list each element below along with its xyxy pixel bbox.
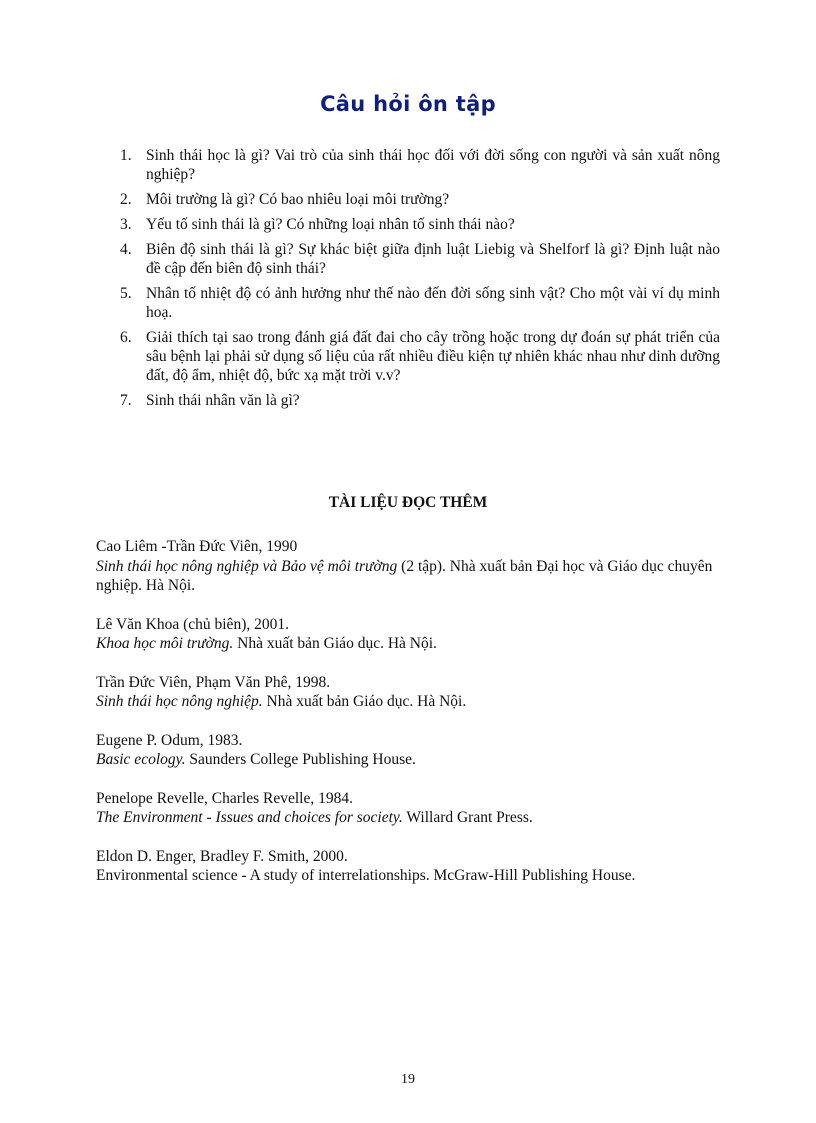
question-text: Môi trường là gì? Có bao nhiêu loại môi trường?: [146, 191, 450, 208]
review-questions-list: [120, 146, 720, 416]
reference-title: Khoa học môi trường.: [96, 635, 234, 652]
reference-title: Basic ecology.: [96, 751, 186, 768]
reference-entry: [96, 537, 726, 596]
reference-authors: Lê Văn Khoa (chủ biên), 2001.: [96, 615, 289, 633]
question-text: Sinh thái học là gì? Vai trò của sinh thái học đối với đời sống con người và sản xuất nông nghiệp?: [146, 147, 720, 183]
question-text: Biên độ sinh thái là gì? Sự khác biệt giữa định luật Liebig và Shelforf là gì? Định luật nào đề cập đến biên độ sinh thái?: [146, 241, 720, 277]
question-number: 3.: [120, 216, 132, 233]
question-number: 2.: [120, 191, 132, 208]
further-reading-title: TÀI LIỆU ĐỌC THÊM: [328, 494, 488, 511]
question-item: [120, 240, 720, 278]
question-text: Nhân tố nhiệt độ có ảnh hưởng như thế nào đến đời sống sinh vật? Cho một vài ví dụ minh hoạ.: [146, 285, 720, 321]
question-item: [120, 190, 720, 209]
references-list: [96, 537, 726, 905]
question-number: 6.: [120, 329, 132, 346]
reference-publisher: (2 tập). Nhà xuất bản Đại học và Giáo dục chuyên nghiệp. Hà Nội.: [96, 557, 713, 594]
question-item: [120, 284, 720, 322]
reference-publisher: Environmental science - A study of interrelationships. McGraw-Hill Publishing House.: [96, 867, 636, 884]
reference-publisher: Nhà xuất bản Giáo dục. Hà Nội.: [262, 693, 467, 710]
reference-entry: [96, 615, 726, 654]
question-text: Sinh thái nhân văn là gì?: [146, 392, 300, 409]
question-number: 5.: [120, 285, 132, 302]
reference-entry: [96, 673, 726, 712]
question-item: [120, 215, 720, 234]
reference-authors: Penelope Revelle, Charles Revelle, 1984.: [96, 789, 353, 807]
reference-entry: [96, 847, 726, 886]
reference-publisher: Willard Grant Press.: [402, 809, 533, 826]
question-text: Yếu tố sinh thái là gì? Có những loại nhân tố sinh thái nào?: [146, 216, 515, 233]
reference-title: Sinh thái học nông nghiệp.: [96, 693, 263, 710]
reference-authors: Eldon D. Enger, Bradley F. Smith, 2000.: [96, 847, 348, 865]
reference-authors: Trần Đức Viên, Phạm Văn Phê, 1998.: [96, 673, 331, 691]
page-number: 19: [401, 1072, 415, 1087]
question-number: 4.: [120, 241, 132, 258]
review-questions-title: Câu hỏi ôn tập: [320, 92, 496, 116]
question-item: [120, 391, 720, 410]
reference-authors: Cao Liêm -Trần Đức Viên, 1990: [96, 538, 298, 555]
question-item: [120, 146, 720, 184]
reference-publisher: Nhà xuất bản Giáo dục. Hà Nội.: [233, 635, 437, 652]
reference-title: Sinh thái học nông nghiệp và Bảo vệ môi trường: [96, 557, 398, 575]
reference-title: The Environment - Issues and choices for society.: [96, 809, 403, 826]
question-item: [120, 328, 720, 385]
reference-entry: [96, 731, 726, 770]
reference-publisher: Saunders College Publishing House.: [185, 751, 416, 768]
question-number: 7.: [120, 392, 132, 409]
reference-authors: Eugene P. Odum, 1983.: [96, 731, 243, 749]
question-number: 1.: [120, 147, 132, 164]
question-text: Giải thích tại sao trong đánh giá đất đai cho cây trồng hoặc trong dự đoán sự phát triển của sâu bệnh lại phải sử dụng số liệu của rất nhiều điều kiện tự nhiên khác nhau như dinh dưỡng đất, độ ẩm, nhiệt độ, bức xạ mặt trời v.v?: [146, 329, 720, 384]
reference-entry: [96, 789, 726, 828]
